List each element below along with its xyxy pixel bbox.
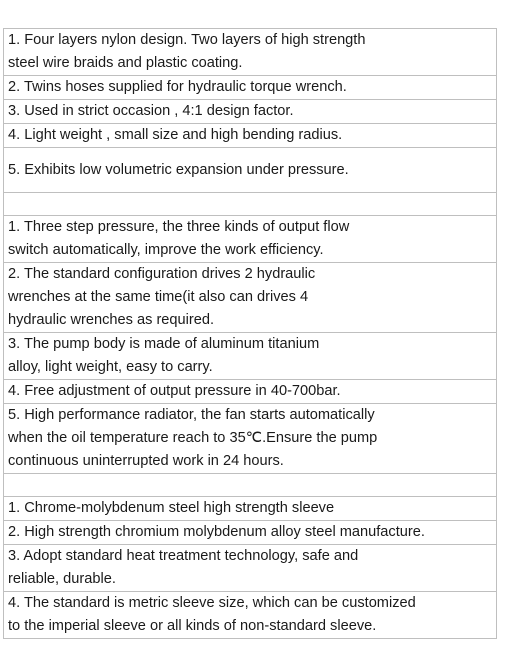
table-row [4,148,497,193]
hose-feature-2 [4,76,497,100]
hose-feature-4 [4,124,497,148]
text-line: alloy, light weight, easy to carry. [8,359,213,375]
table-row [4,100,497,124]
text-line: 5. Exhibits low volumetric expansion under pressure. [8,161,349,178]
hose-feature-5 [4,148,497,193]
table-row [4,592,497,639]
pump-feature-4 [4,380,497,404]
text-line: 2. The standard configuration drives 2 hydraulic [8,266,316,282]
table-row [4,29,497,76]
text-line: hydraulic wrenches as required. [8,312,215,328]
text-line: 4. Free adjustment of output pressure in 40-700bar. [8,383,341,399]
table-row [4,521,497,545]
table-row [4,545,497,592]
spec-table [3,28,497,639]
sleeve-feature-4 [4,592,497,639]
table-row [4,263,497,333]
table-row [4,124,497,148]
table-row [4,333,497,380]
text-line: continuous uninterrupted work in 24 hours. [8,453,284,469]
text-line: 4. Light weight , small size and high bending radius. [8,127,343,143]
text-line: 1. Chrome-molybdenum steel high strength sleeve [8,500,335,516]
spacer-cell [4,193,497,216]
text-line: 2. Twins hoses supplied for hydraulic torque wrench. [8,79,347,95]
spacer-cell [4,474,497,497]
sleeve-feature-3 [4,545,497,592]
text-line: reliable, durable. [8,571,116,587]
text-line: to the imperial sleeve or all kinds of non-standard sleeve. [8,618,377,634]
table-row [4,380,497,404]
pump-feature-1 [4,216,497,263]
spacer-row [4,193,497,216]
sleeve-feature-2 [4,521,497,545]
text-line: 2. High strength chromium molybdenum alloy steel manufacture. [8,524,425,540]
sleeve-feature-1 [4,497,497,521]
table-row [4,76,497,100]
text-line: 3. Used in strict occasion , 4:1 design factor. [8,103,294,119]
hose-feature-1 [4,29,497,76]
text-line: wrenches at the same time(it also can drives 4 [8,289,309,305]
pump-feature-2 [4,263,497,333]
text-line: when the oil temperature reach to 35℃.Ensure the pump [8,430,378,446]
spacer-row [4,474,497,497]
table-row [4,216,497,263]
text-line: switch automatically, improve the work efficiency. [8,242,324,258]
text-line: 1. Four layers nylon design. Two layers of high strength [8,32,366,48]
text-line: 4. The standard is metric sleeve size, which can be customized [8,595,416,611]
table-row [4,497,497,521]
pump-feature-3 [4,333,497,380]
table-row [4,404,497,474]
pump-feature-5 [4,404,497,474]
hose-feature-3 [4,100,497,124]
text-line: 3. Adopt standard heat treatment technology, safe and [8,548,359,564]
text-line: 3. The pump body is made of aluminum titanium [8,336,320,352]
text-line: 5. High performance radiator, the fan starts automatically [8,407,375,423]
text-line: 1. Three step pressure, the three kinds of output flow [8,219,350,235]
text-line: steel wire braids and plastic coating. [8,55,243,71]
